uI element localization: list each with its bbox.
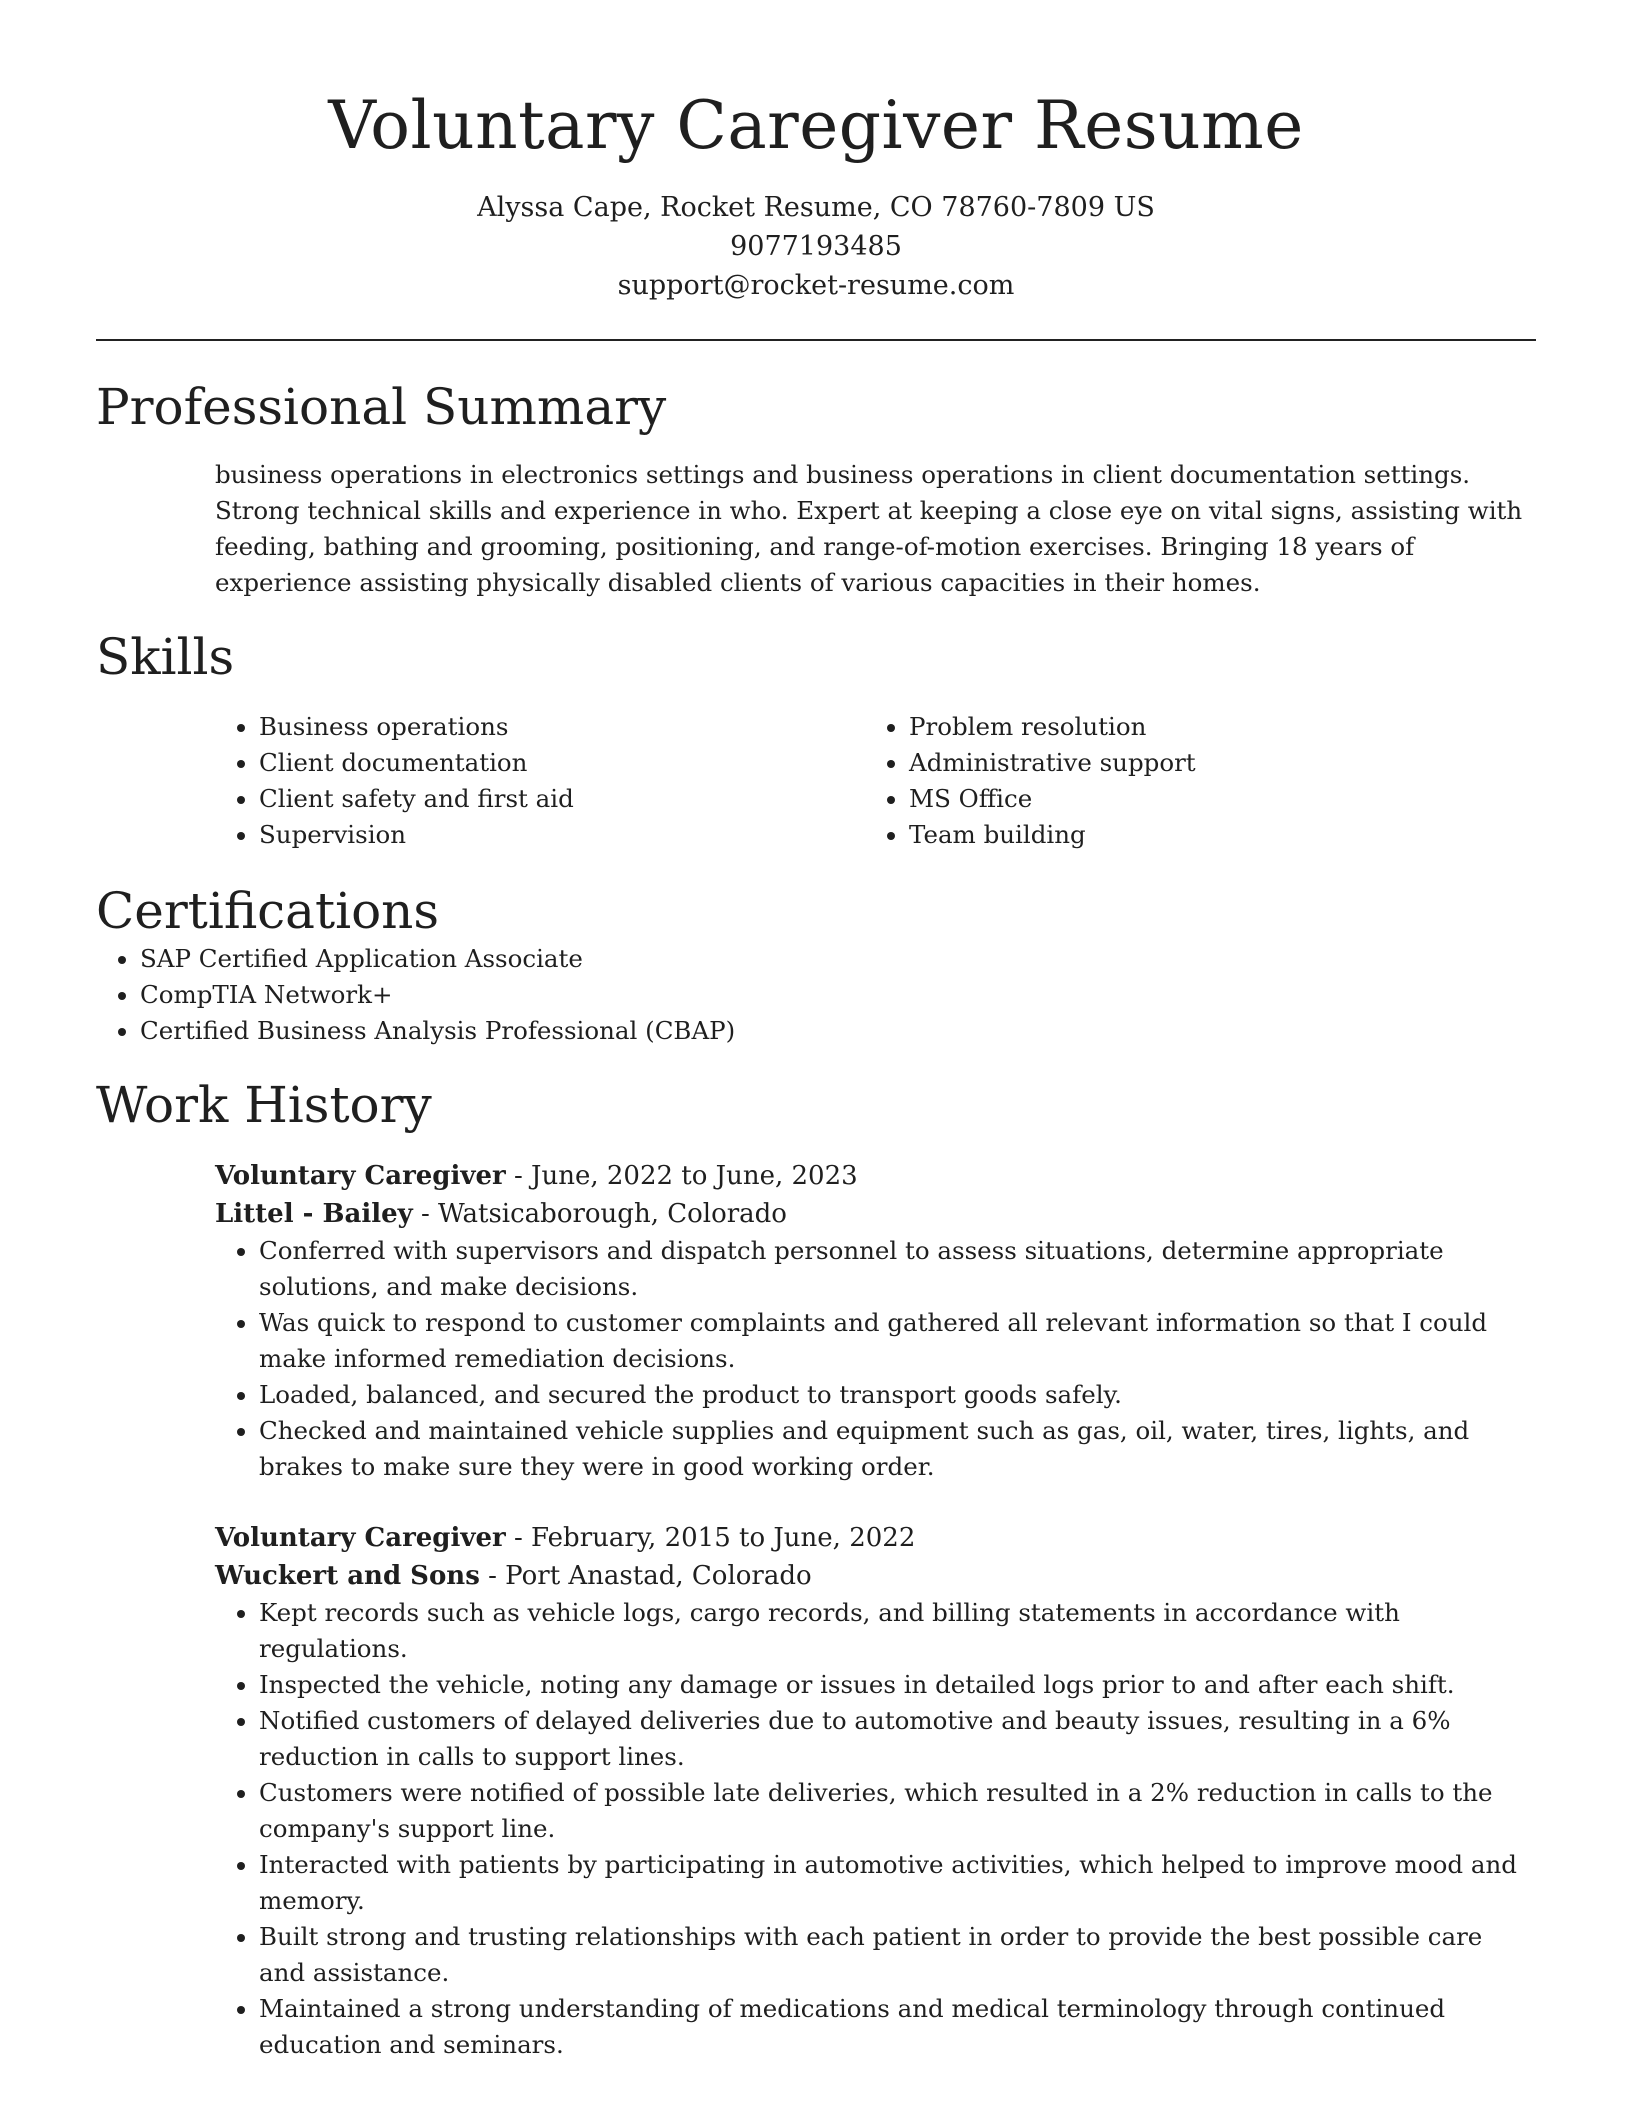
skills-heading: Skills xyxy=(96,628,235,686)
skills-section xyxy=(96,627,1536,853)
skill-item: • Problem resolution xyxy=(909,709,1536,745)
skill-item: • Team building xyxy=(909,817,1536,853)
job-title: Voluntary Caregiver xyxy=(215,1161,506,1191)
skills-grid xyxy=(215,709,1536,853)
job-duties-list xyxy=(215,1595,1536,2063)
certification-item: • Certified Business Analysis Professional (CBAP) xyxy=(140,1013,1536,1049)
job-dates: June, 2022 to June, 2023 xyxy=(531,1161,858,1191)
job-duty: • Customers were notified of possible late deliveries, which resulted in a 2% reduction in calls to the company's support line. xyxy=(259,1775,1536,1847)
contact-address: Alyssa Cape, Rocket Resume, CO 78760-7809 US xyxy=(477,192,1155,223)
work-history-heading: Work History xyxy=(96,1076,432,1134)
header-divider xyxy=(96,339,1536,341)
summary-heading: Professional Summary xyxy=(96,378,667,436)
job-location: Watsicaborough, Colorado xyxy=(438,1199,787,1229)
job-separator: - xyxy=(505,1161,532,1191)
job-company-line xyxy=(215,1195,1536,1233)
job-duty: • Checked and maintained vehicle supplies and equipment such as gas, oil, water, tires, lights, and brakes to make sure they were in good working order. xyxy=(259,1413,1536,1485)
resume-header xyxy=(96,0,1536,305)
job-company: Littel - Bailey xyxy=(215,1199,413,1229)
job-duty: • Kept records such as vehicle logs, cargo records, and billing statements in accordance with regulations. xyxy=(259,1595,1536,1667)
job-dates: February, 2015 to June, 2022 xyxy=(531,1523,916,1553)
job-separator: - xyxy=(505,1523,532,1553)
skills-list-left xyxy=(215,709,865,853)
skill-item: • Administrative support xyxy=(909,745,1536,781)
job-duty: • Built strong and trusting relationships with each patient in order to provide the best possible care and assistance. xyxy=(259,1919,1536,1991)
summary-section xyxy=(96,377,1536,601)
job-duty: • Loaded, balanced, and secured the product to transport goods safely. xyxy=(259,1377,1536,1413)
job-entry xyxy=(215,1519,1536,2063)
certifications-heading: Certifications xyxy=(96,882,440,940)
skill-item: • Supervision xyxy=(259,817,865,853)
job-title-line xyxy=(215,1519,1536,1557)
skill-item: • Business operations xyxy=(259,709,865,745)
certifications-list xyxy=(96,941,1536,1049)
skill-item: • Client safety and first aid xyxy=(259,781,865,817)
skill-item: • Client documentation xyxy=(259,745,865,781)
job-separator: - xyxy=(479,1561,506,1591)
job-duty: • Maintained a strong understanding of medications and medical terminology through continued education and seminars. xyxy=(259,1991,1536,2063)
job-company: Wuckert and Sons xyxy=(215,1561,480,1591)
skill-item: • MS Office xyxy=(909,781,1536,817)
job-company-line xyxy=(215,1557,1536,1595)
certification-item: • CompTIA Network+ xyxy=(140,977,1536,1013)
certification-item: • SAP Certified Application Associate xyxy=(140,941,1536,977)
job-duty: • Inspected the vehicle, noting any damage or issues in detailed logs prior to and after each shift. xyxy=(259,1667,1536,1703)
job-duty: • Was quick to respond to customer complaints and gathered all relevant information so that I could make informed remediation decisions. xyxy=(259,1305,1536,1377)
job-title: Voluntary Caregiver xyxy=(215,1523,506,1553)
certifications-section xyxy=(96,881,1536,1049)
contact-email: support@rocket-resume.com xyxy=(617,270,1015,301)
job-separator: - xyxy=(412,1199,439,1229)
summary-text: business operations in electronics settings and business operations in client documentation settings. Strong technical skills and experience in who. Expert at keeping a close eye on vital signs, assisting with feeding, bathing and grooming, positioning, and range-of-motion exercises. Bringing 18 years of experience assisting physically disabled clients of various capacities in their homes. xyxy=(215,460,1523,597)
job-entry xyxy=(215,1157,1536,1485)
resume-title: Voluntary Caregiver Resume xyxy=(328,87,1304,164)
contact-block xyxy=(96,188,1536,305)
job-title-line xyxy=(215,1157,1536,1195)
job-duties-list xyxy=(215,1233,1536,1485)
job-location: Port Anastad, Colorado xyxy=(505,1561,812,1591)
work-history-section xyxy=(96,1075,1536,2063)
skills-list-right xyxy=(865,709,1536,853)
job-duty: • Notified customers of delayed deliveries due to automotive and beauty issues, resulting in a 6% reduction in calls to support lines. xyxy=(259,1703,1536,1775)
job-duty: • Interacted with patients by participating in automotive activities, which helped to improve mood and memory. xyxy=(259,1847,1536,1919)
job-duty: • Conferred with supervisors and dispatch personnel to assess situations, determine appropriate solutions, and make decisions. xyxy=(259,1233,1536,1305)
contact-phone: 9077193485 xyxy=(730,231,902,262)
